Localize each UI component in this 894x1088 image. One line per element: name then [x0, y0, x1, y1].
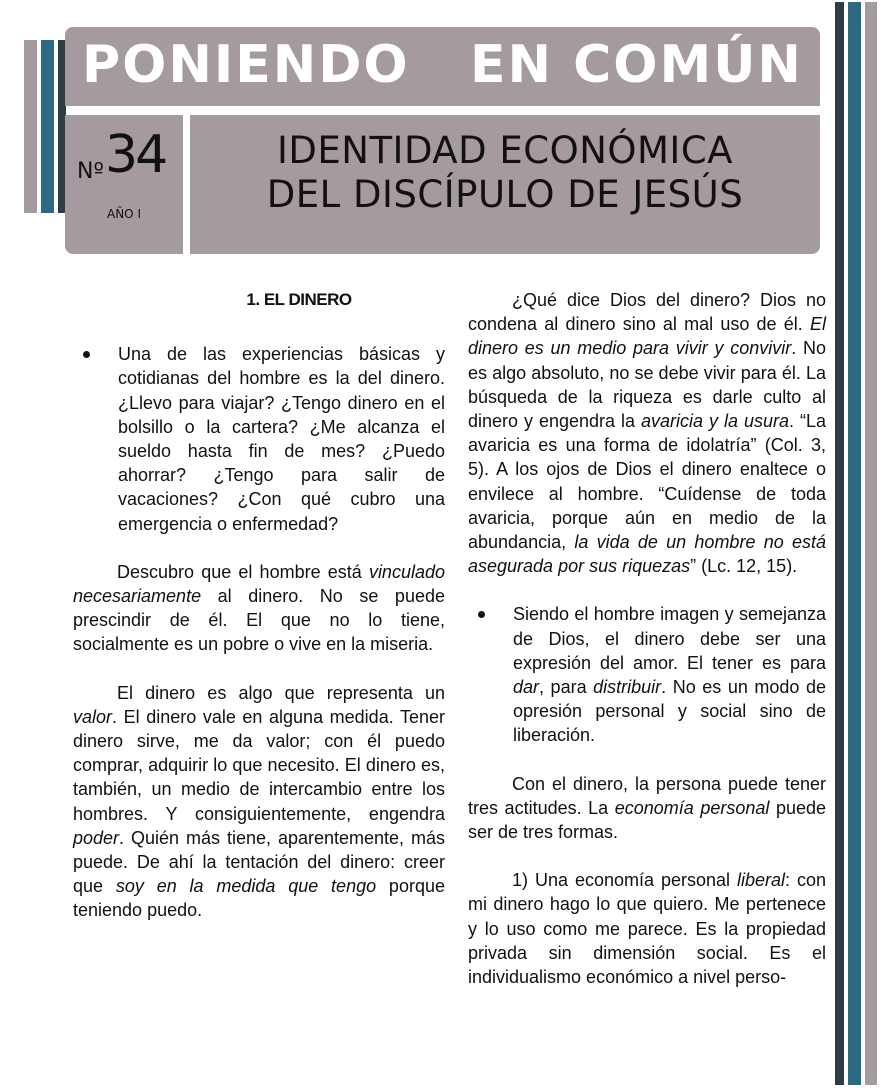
bullet-text: [513, 602, 826, 747]
masthead-banner: [65, 27, 820, 106]
italic-run: El dinero es un medio para vivir y convivir: [468, 314, 826, 359]
text-run: Siendo el hombre imagen y semejanza de Dios, el dinero debe ser una expresión del amor. El tener es para: [513, 604, 826, 673]
bullet-icon: [478, 611, 485, 618]
issue-number-prefix: Nº: [77, 159, 104, 184]
text-run: , para: [539, 677, 594, 698]
right-stripe-teal: [848, 2, 861, 1085]
text-run: . El dinero vale en alguna medida. Tener dinero sirve, me da valor; con él puedo comprar, adquirir lo que necesito. El dinero es, también, un medio de intercambio entre los hombres. Y consiguientemente, engendra: [73, 706, 445, 824]
article-title-line-2: DEL DISCÍPULO DE JESÚS: [266, 173, 744, 216]
masthead-title: PONIENDO EN COMÚN: [82, 35, 803, 95]
text-run: puede ser de tres formas.: [468, 797, 826, 843]
left-stripe-teal: [41, 40, 54, 213]
issue-year: AÑO I: [107, 207, 141, 221]
text-run: . No es un modo de opresión personal y social sino de liberación.: [513, 677, 826, 746]
italic-run: liberal: [736, 870, 786, 891]
paragraph-valor: [73, 681, 445, 923]
right-column: [468, 288, 826, 989]
italic-run: distribuir: [593, 677, 662, 698]
bullet-item: [466, 602, 826, 747]
issue-number-box: [65, 115, 183, 254]
text-run: Con el dinero, la persona puede tener tres actitudes. La: [468, 773, 826, 818]
bullet-icon: [83, 351, 90, 358]
text-run: : con mi dinero hago lo que quiero. Me pertenece y lo uso como me parece. Es la propiedad privada sin dimensión social. Es el individualismo económico a nivel perso-: [468, 870, 827, 988]
paragraph-economia-liberal: [468, 868, 826, 989]
left-column: [73, 288, 445, 923]
text-run: . Quién más tiene, aparentemente, más puede. De ahí la tentación del dinero: creer que: [73, 827, 445, 897]
italic-run: avaricia y la usura: [641, 411, 789, 432]
article-title: [190, 129, 820, 217]
text-run: Descubro que el hombre está: [117, 561, 369, 582]
text-run: . “La avaricia es una forma de idolatría” (Col. 3, 5). A los ojos de Dios el dinero enaltece o envilece al hombre. “Cuídense de toda avaricia, porque aún en medio de la abundancia,: [468, 411, 826, 553]
paragraph-tres-actitudes: [468, 772, 826, 845]
bullet-item: [71, 342, 445, 536]
right-stripe-mauve: [865, 2, 877, 1085]
section-heading: 1. EL DINERO: [246, 290, 352, 309]
left-stripe-mauve: [24, 40, 37, 213]
text-run: El dinero es algo que representa un: [117, 682, 445, 703]
paragraph-que-dice-dios: [468, 288, 826, 578]
bullet-text: Una de las experiencias básicas y cotidianas del hombre es la del dinero. ¿Llevo para viajar? ¿Tengo dinero en el bolsillo o la cartera? ¿Me alcanza el sueldo hasta fin de mes? ¿Puedo ahorrar? ¿Tengo para salir de vacaciones? ¿Con qué cubro una emergencia o enfermedad?: [118, 344, 445, 534]
italic-run: vinculado necesariamente: [73, 561, 445, 607]
italic-run: la vida de un hombre no está asegurada por sus riquezas: [468, 532, 826, 577]
article-title-box: [190, 115, 820, 254]
text-run: . No es algo absoluto, no se debe vivir para él. La búsqueda de la riqueza es darle culto al dinero y engendra la: [468, 338, 826, 432]
text-run: ” (Lc. 12, 15).: [690, 556, 798, 577]
text-run: porque teniendo puedo.: [73, 876, 445, 921]
italic-run: dar: [513, 677, 540, 698]
text-run: al dinero. No se puede prescindir de él. El que no lo tiene, socialmente es un pobre o vive en la miseria.: [73, 586, 445, 655]
paragraph-vinculado: [73, 560, 445, 657]
italic-run: soy en la medida que tengo: [115, 876, 377, 897]
issue-number: 34: [105, 125, 166, 185]
italic-run: economía personal: [614, 797, 770, 818]
italic-run: valor: [73, 706, 113, 727]
right-stripe-dark: [835, 2, 844, 1085]
italic-run: poder: [73, 827, 120, 848]
article-title-line-1: IDENTIDAD ECONÓMICA: [277, 129, 733, 172]
text-run: ¿Qué dice Dios del dinero? Dios no condena al dinero sino al mal uso de él.: [468, 290, 826, 335]
text-run: 1) Una economía personal: [512, 870, 737, 891]
